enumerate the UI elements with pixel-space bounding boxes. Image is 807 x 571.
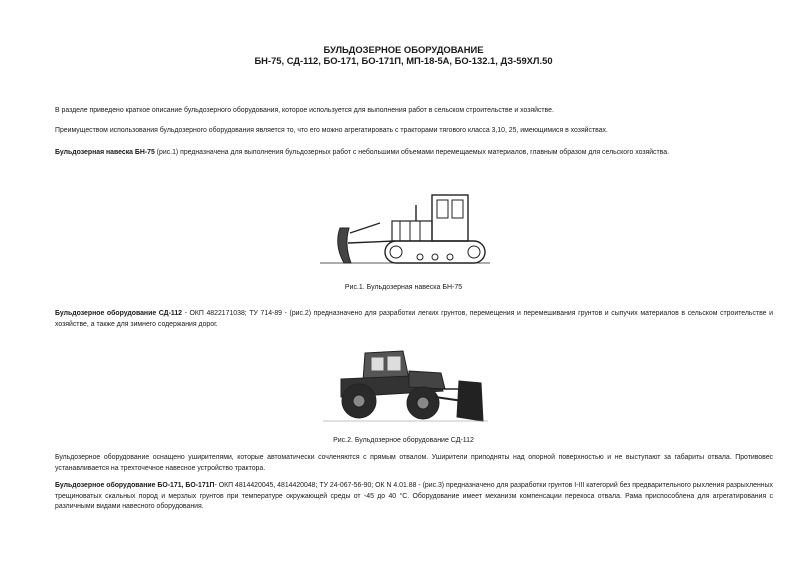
title-line-2: БН-75, СД-112, БО-171, БО-171П, МП-18-5А, БО-132.1, ДЗ-59ХЛ.50 xyxy=(254,55,553,66)
bn75-paragraph xyxy=(55,148,775,159)
sd112-paragraph xyxy=(55,309,773,330)
figure-1-bulldozer-crawler-drawing xyxy=(320,183,490,273)
figure-2-caption: Рис.2. Бульдозерное оборудование СД-112 xyxy=(333,437,474,444)
bo171-paragraph xyxy=(55,481,773,513)
bo171-bold-term: Бульдозерное оборудование БО-171, БО-171П xyxy=(55,482,215,489)
document-title xyxy=(0,44,807,66)
advantage-paragraph: Преимуществом использования бульдозерного оборудования является то, что его можно агрегатировать с тракторами тягового класса 3,10, 25, имеющимися в хозяйствах. xyxy=(55,127,608,134)
intro-paragraph: В разделе приведено краткое описание бульдозерного оборудования, которое используется для выполнения работ в сельском строительстве и хозяйстве. xyxy=(55,107,554,114)
title-line-1: БУЛЬДОЗЕРНОЕ ОБОРУДОВАНИЕ xyxy=(323,44,484,55)
bo171-description: - ОКП 4814420045, 4814420048; ТУ 24-067-56-90; ОК N 4.01.88 - (рис.3) предназначено для разработки грунтов I-III категорий без предварительного рыхления разрыхленных трещиноватых скальных пород и мерзлых грунтов при температуре окружающей среды от -45 до 40 °С. Оборудование имеет механизм компенсации перекоса отвала. Рама приспособлена для агрегатирования с различными видами навесного оборудования. xyxy=(55,482,773,511)
sd112-bold-term: Бульдозерное оборудование СД-112 xyxy=(55,310,182,317)
figure-2-bulldozer-wheeled-drawing xyxy=(323,345,488,425)
sd112-extra-paragraph: Бульдозерное оборудование оснащено уширителями, которые автоматически сочленяются с прямым отвалом. Уширители приподняты над опорной поверхностью и не выступают за габариты отвала. Противовес устанавливается на трехточечное навесное устройство трактора. xyxy=(55,454,773,472)
bn75-bold-term: Бульдозерная навеска БН-75 xyxy=(55,149,155,156)
figure-1-caption: Рис.1. Бульдозерная навеска БН-75 xyxy=(344,284,463,291)
sd112-description: - ОКП 4822171038; ТУ 714-89 - (рис.2) предназначено для разработки легких грунтов, перемещения и перемешивания грунтов и сыпучих материалов в сельском строительстве и хозяйстве, а также для зимнего содержания дорог. xyxy=(55,310,773,328)
bn75-description: (рис.1) предназначена для выполнения бульдозерных работ с небольшими объемами перемещаемых материалов, главным образом для сельского хозяйства. xyxy=(154,149,669,156)
